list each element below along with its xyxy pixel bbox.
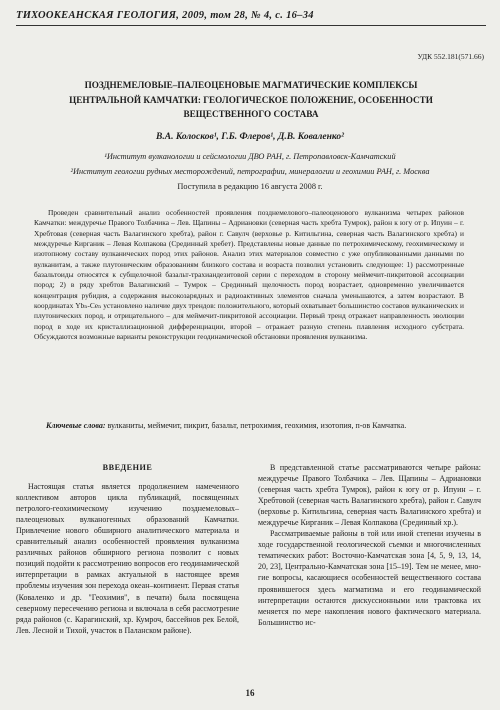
body-paragraph: Рассматриваемые районы в той или иной степени изучены в ходе государственной геологической съемки и многочисленных тематических работ: Восточно-Камчатская зона [4, 5, 9, 13, 14, 20, 23], Центрально-Камчатская зона [15–19]. Тем не менее, многие вопросы, касающиеся особенностей вещественного состава проявившегося здесь магматизма и его геодинамической интерпретации остаются дискуссионными или трактовка их меняется по мере накопления нового фактического материала. Большинство ис-	[258, 529, 481, 627]
keywords-label: Ключевые слова:	[46, 421, 106, 430]
intro-paragraph: Настоящая статья является продолжением намеченного коллективом авторов цикла публикаций, посвященных петролого-геохимическому изучению позднемеловых–палеоценовых вулканогенных образований Камчатки. Привлечение нового обширного аналитического материала и сравнительный анализ особенностей проявления вулканизма различных районов обширного региона позволит с новых позиций подойти к рассмотрению вопросов его геодинамической интерпретации в рамках актуальной в настоящее время проблемы изучения зон перехода океан–континент. Первая статья (Коваленко и др. "Геохимия", в печати) была посвящена северному пересечению региона и включала в себя рассмотрение ряда районов (с. Карагинский, хр. Кумроч, бассейнов рек Белой, Лев. Лесной и Тихой, участок в Паланском районе).	[16, 482, 239, 635]
running-head: ТИХООКЕАНСКАЯ ГЕОЛОГИЯ, 2009, том 28, № 4, с. 16–34	[16, 10, 314, 21]
title-line: ВЕЩЕСТВЕННОГО СОСТАВА	[183, 109, 319, 119]
keywords	[46, 420, 466, 431]
article-title	[20, 78, 482, 122]
page-number: 16	[245, 688, 255, 698]
left-column	[16, 462, 239, 636]
authors: В.А. Колосков¹, Г.Б. Флеров¹, Д.В. Коваленко²	[156, 132, 344, 142]
affiliation-2: ²Институт геологии рудных месторождений, петрографии, минералогии и геохимии РАН, г. Москва	[70, 167, 430, 176]
right-column	[258, 462, 481, 628]
title-line: ПОЗДНЕМЕЛОВЫЕ–ПАЛЕОЦЕНОВЫЕ МАГМАТИЧЕСКИЕ КОМПЛЕКСЫ	[84, 80, 418, 90]
keywords-list: вулканиты, меймечит, пикрит, базальт, петрохимия, геохимия, изотопия, п-ов Камчатка.	[105, 421, 407, 430]
body-paragraph: В представленной статье рассматриваются четыре района: междуречье Правого Толбачика – Лев. Щапины – Адриановки (северная часть хребта Тумрок), район к югу от р. Ипуин – г. Хребтовой (северная часть Валагинского хребта), район г. Савулч (верховье р. Китильгина, северная часть Валагинского хребта) и междуречье Кирганик – Левая Колпакова (Срединный хр.).	[258, 463, 481, 528]
received-date: Поступила в редакцию 16 августа 2008 г.	[177, 182, 323, 191]
affiliation-1: ¹Институт вулканологии и сейсмологии ДВО РАН, г. Петропавловск-Камчатский	[104, 152, 396, 161]
abstract: Проведен сравнительный анализ особенностей проявления позднемелового–палеоценового вулканизма четырех районов Камчатки: междуречье Правого Толбачика – Лев. Щапины – Адриановки (северная часть хребта Тумрок), район к югу от р. Ипуин – г. Хребтовая (северная часть Валагинского хребта), район г. Савулч (верховье р. Китильгина, северная часть Валагинского хребта) и междуречье Кирганик – Левая Колпакова (Срединный хребет). Представлены новые данные по петрохимическому, геохимическому и изотопному составу вулканических пород этих районов. Анализ этих материалов совместно с уже опубликованными данными по вулканитам, а также плутоническим образованиям близкого состава и возраста позволил установить следующее: 1) рассмотренные базальтоиды относятся к субщелочной базальт-трахиандезитовой серии с переходом в сторону меймечит-пикритовой ассоциации пород; 2) в ряду хребтов Валагинский – Тумрок – Срединный щелочность пород возрастает, одновременно увеличивается концентрация рубидия, а содержания высокозарядных и радиоактивных элементов сначала уменьшаются, а затем возрастают. В координатах Ybₙ-Ceₙ установлено наличие двух трендов: положительного, который охватывает большинство составов вулканических и плутонических пород, и отрицательного – для меймечит-пикритовой ассоциации. Первый тренд отражает направленность эволюции пород в ходе их кристаллизационной дифференциации, второй – отражает разную степень плавления исходного субстрата. Обсуждаются возможные варианты реконструкции геодинамической обстановки проявления вулканизма.	[34, 208, 464, 342]
intro-heading: ВВЕДЕНИЕ	[102, 463, 153, 472]
title-line: ЦЕНТРАЛЬНОЙ КАМЧАТКИ: ГЕОЛОГИЧЕСКОЕ ПОЛОЖЕНИЕ, ОСОБЕННОСТИ	[69, 94, 433, 105]
udk-code: УДК 552.181(571.66)	[417, 52, 484, 61]
header-rule	[16, 25, 486, 26]
